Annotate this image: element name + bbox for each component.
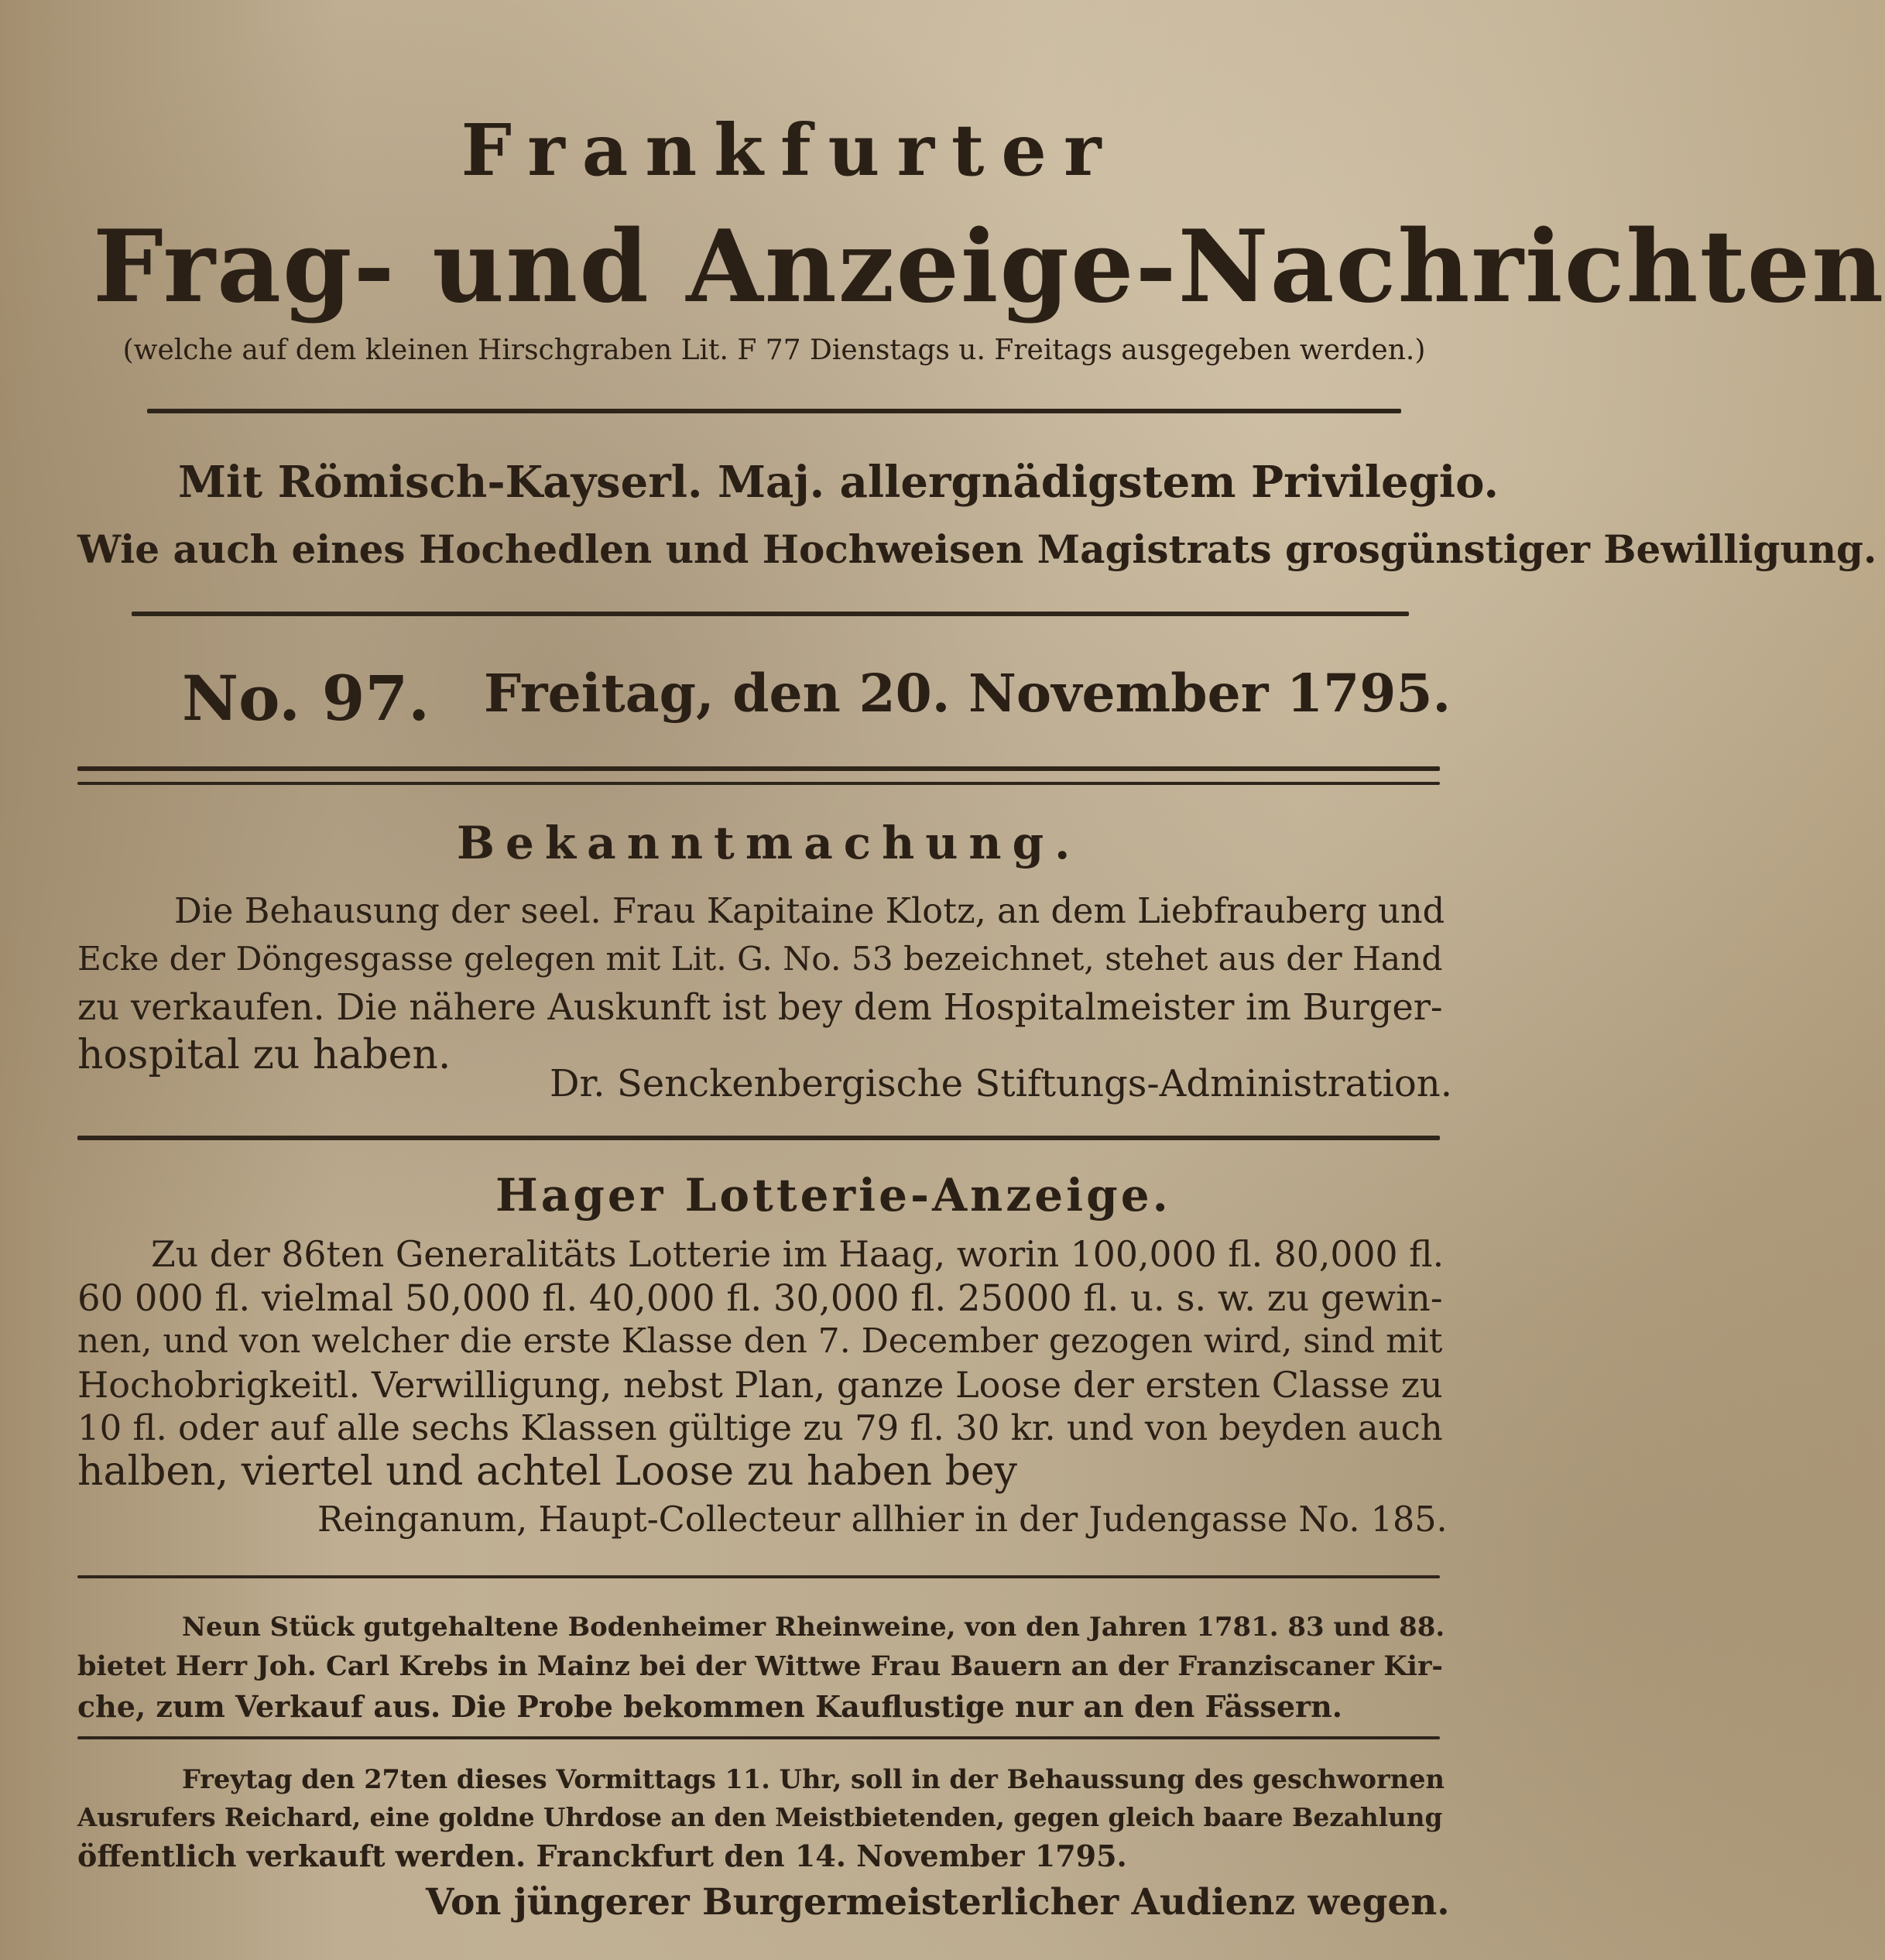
masthead-subtitle: (welche auf dem kleinen Hirschgraben Lit. F 77 Dienstags u. Freitags ausgegeben werden.) bbox=[122, 334, 1426, 366]
notice-signature: Von jüngerer Burgermeisterlicher Audienz wegen. bbox=[426, 1881, 1450, 1924]
notice-line: 10 fl. oder auf alle sechs Klassen gültige zu 79 fl. 30 kr. und von beyden auch bbox=[77, 1407, 1443, 1448]
notice-line: Zu der 86ten Generalitäts Lotterie im Haag, worin 100,000 fl. 80,000 fl. bbox=[151, 1234, 1445, 1275]
issue-number: No. 97. bbox=[182, 662, 430, 735]
approval-line: Wie auch eines Hochedlen und Hochweisen Magistrats grosgünstiger Bewilligung. bbox=[77, 526, 1877, 572]
notice-line: Hochobrigkeitl. Verwilligung, nebst Plan, ganze Loose der ersten Classe zu bbox=[77, 1364, 1443, 1406]
divider bbox=[132, 612, 1409, 616]
notice-signature: Reinganum, Haupt-Collecteur allhier in der Judengasse No. 185. bbox=[317, 1500, 1448, 1540]
divider bbox=[147, 409, 1401, 413]
notice-line: 60 000 fl. vielmal 50,000 fl. 40,000 fl. 30,000 fl. 25000 fl. u. s. w. zu gewin- bbox=[77, 1277, 1443, 1319]
masthead-title: Frag- und Anzeige-Nachrichten bbox=[93, 209, 1885, 325]
notice-heading: Hager Lotterie-Anzeige. bbox=[495, 1169, 1171, 1222]
divider bbox=[77, 1736, 1440, 1739]
notice-line: hospital zu haben. bbox=[77, 1032, 451, 1078]
masthead-city: Frankfurter bbox=[461, 108, 1119, 192]
notice-line: Ecke der Döngesgasse gelegen mit Lit. G. No. 53 bezeichnet, stehet aus der Hand bbox=[77, 940, 1443, 978]
notice-line: bietet Herr Joh. Carl Krebs in Mainz bei der Wittwe Frau Bauern an der Franziscaner Kir- bbox=[77, 1650, 1443, 1682]
notice-line: che, zum Verkauf aus. Die Probe bekommen Kauflustige nur an den Fässern. bbox=[77, 1689, 1342, 1724]
notice-line: Neun Stück gutgehaltene Bodenheimer Rheinweine, von den Jahren 1781. 83 und 88. bbox=[182, 1611, 1445, 1642]
double-rule-top bbox=[77, 766, 1440, 771]
notice-line: Freytag den 27ten dieses Vormittags 11. Uhr, soll in der Behaussung des geschwornen bbox=[182, 1763, 1445, 1794]
double-rule-bottom bbox=[77, 782, 1440, 785]
notice-signature: Dr. Senckenbergische Stiftungs-Administration. bbox=[550, 1062, 1453, 1105]
notice-line: nen, und von welcher die erste Klasse den 7. December gezogen wird, sind mit bbox=[77, 1321, 1443, 1361]
notice-line: halben, viertel und achtel Loose zu haben bey bbox=[77, 1448, 1018, 1495]
notice-line: Die Behausung der seel. Frau Kapitaine Klotz, an dem Liebfrauberg und bbox=[174, 891, 1445, 931]
notice-heading: Bekanntmachung. bbox=[457, 817, 1081, 869]
notice-line: öffentlich verkauft werden. Franckfurt den 14. November 1795. bbox=[77, 1838, 1127, 1873]
divider bbox=[77, 1575, 1440, 1578]
notice-line: zu verkaufen. Die nähere Auskunft ist bey dem Hospitalmeister im Burger- bbox=[77, 986, 1443, 1028]
divider bbox=[77, 1136, 1440, 1140]
issue-date: Freitag, den 20. November 1795. bbox=[484, 662, 1451, 724]
privilege-line: Mit Römisch-Kayserl. Maj. allergnädigstem Privilegio. bbox=[178, 457, 1499, 508]
notice-line: Ausrufers Reichard, eine goldne Uhrdose an den Meistbietenden, gegen gleich baare Bezahlung bbox=[77, 1802, 1443, 1832]
